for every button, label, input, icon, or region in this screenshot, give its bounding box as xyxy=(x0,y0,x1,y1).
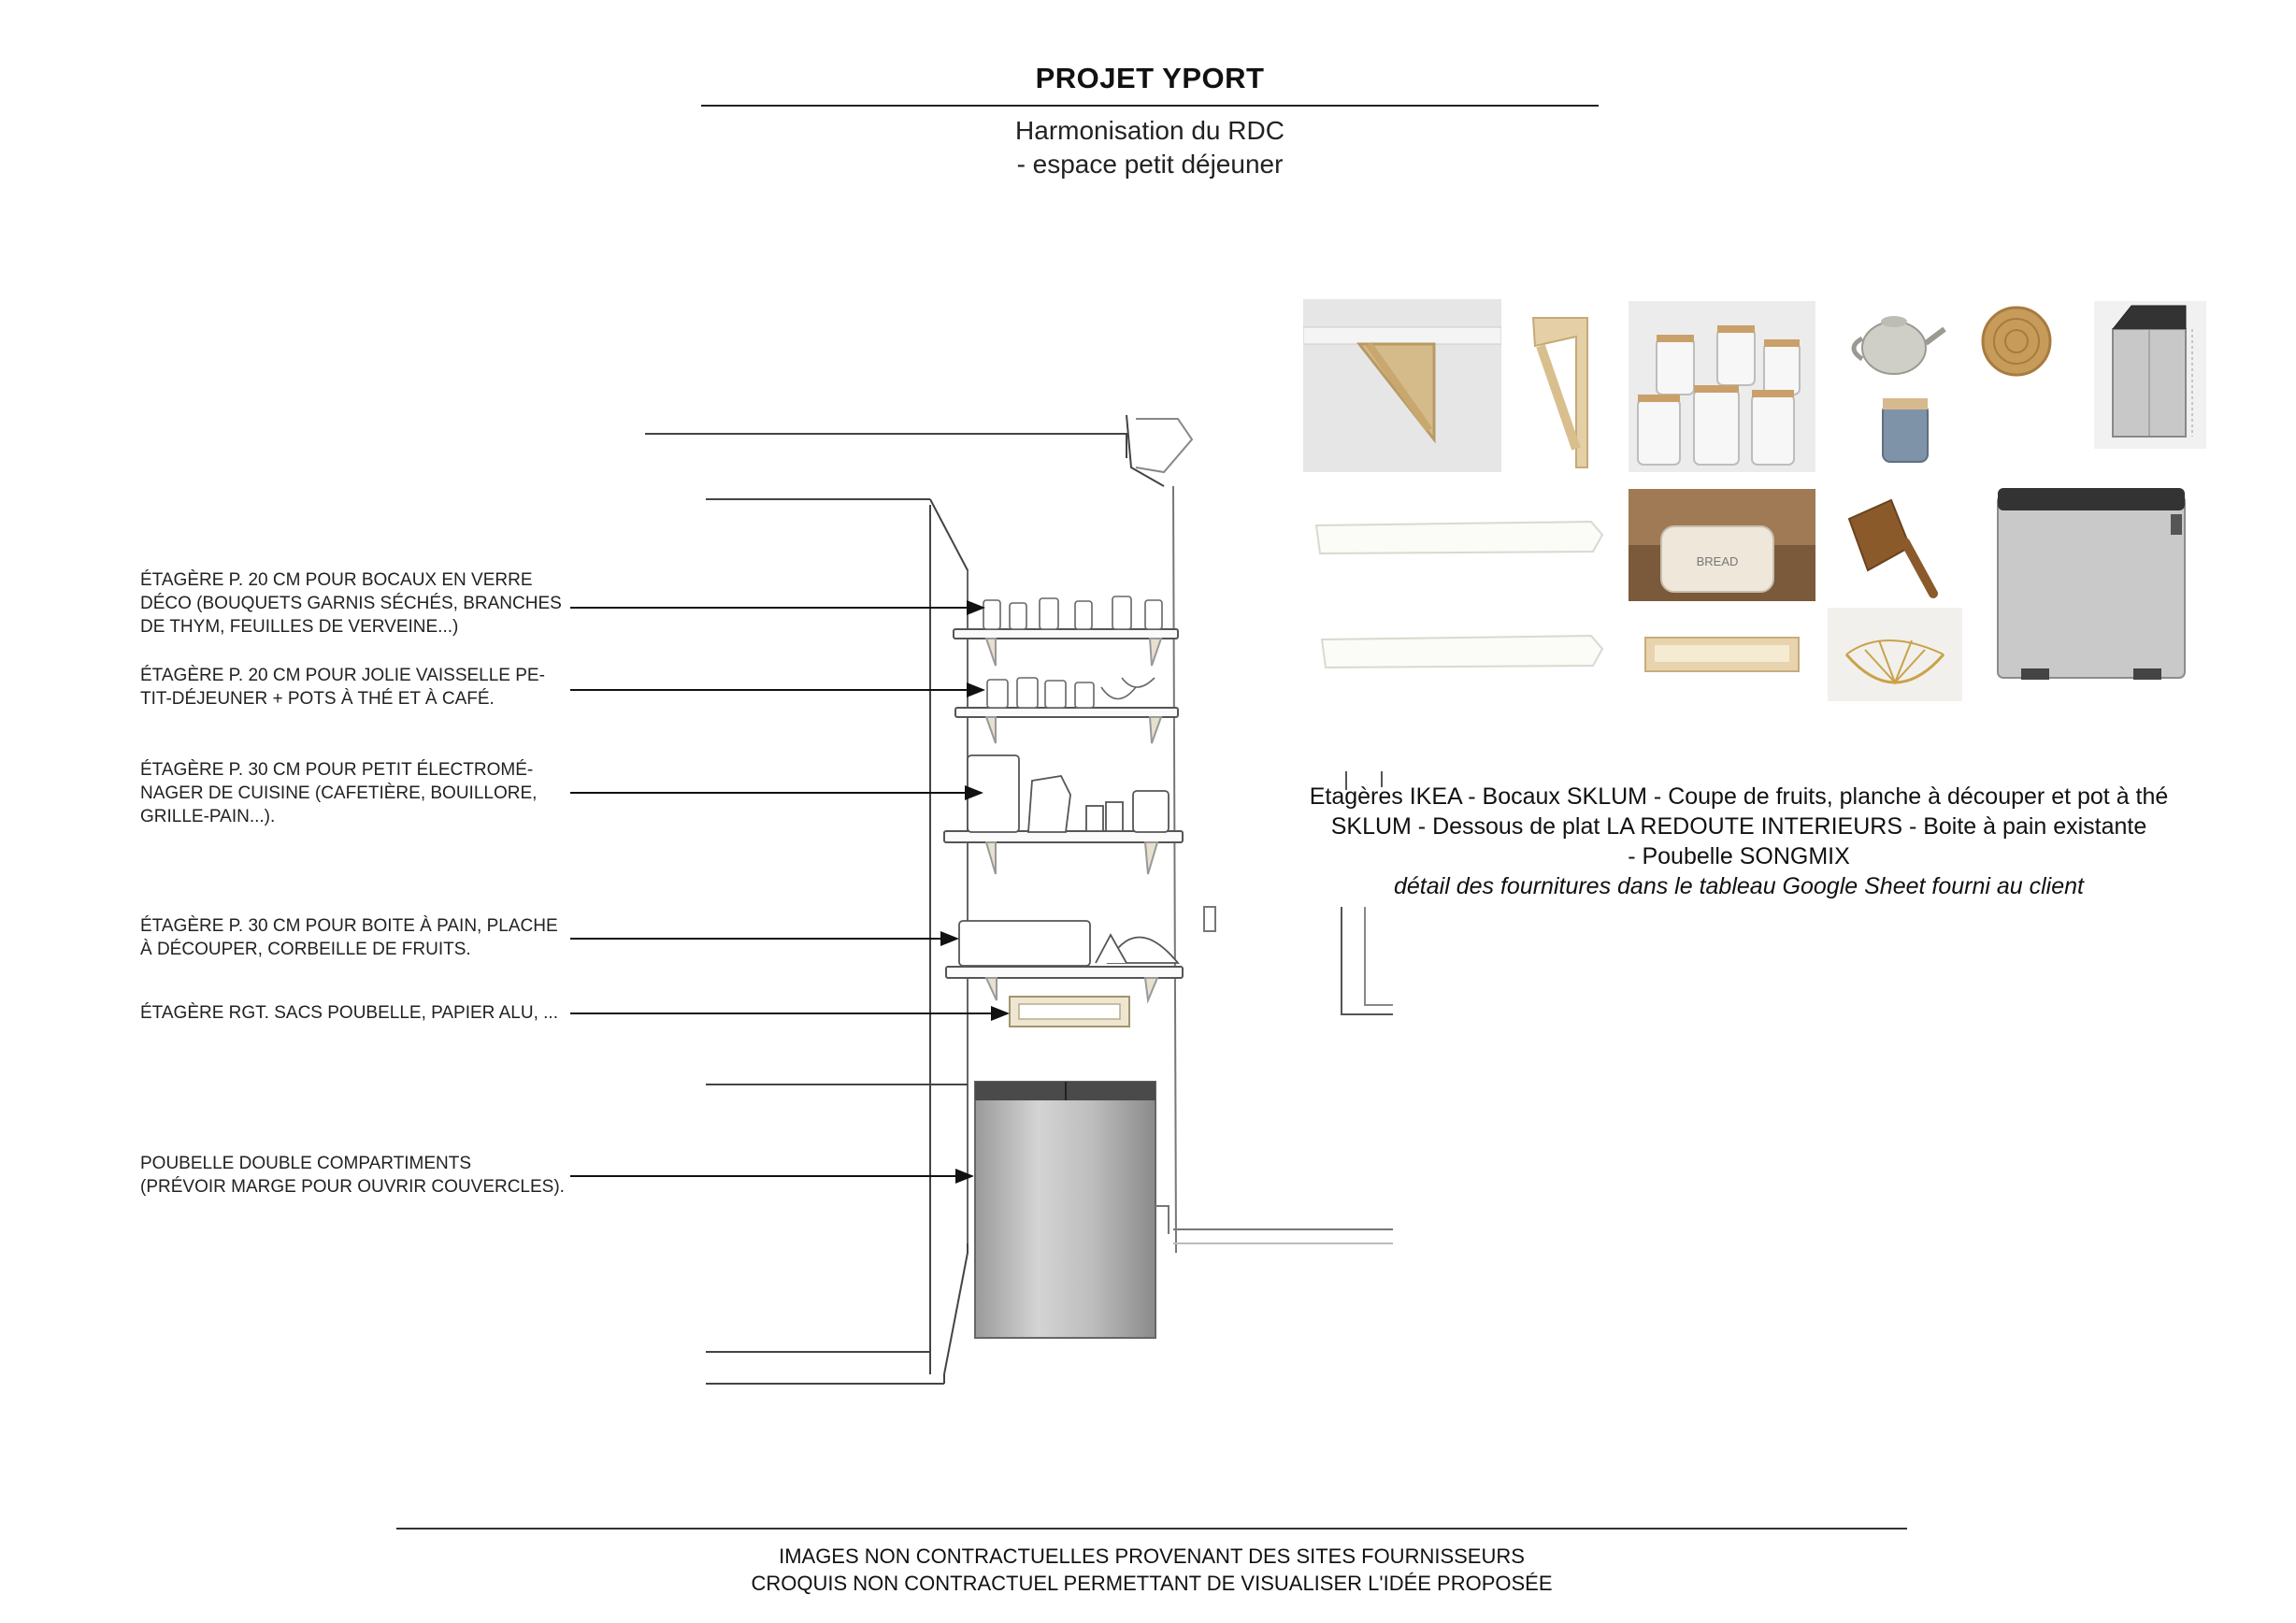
toaster-sketch xyxy=(1133,791,1169,832)
bin-dimensions-photo xyxy=(2094,301,2206,449)
tea-pot-small-photo xyxy=(1872,391,1939,467)
caption-line-3: - Poubelle SONGMIX xyxy=(1628,843,1850,869)
teapot-photo xyxy=(1838,301,1952,381)
annotation-line: DE THYM, FEUILLES DE VERVEINE...) xyxy=(140,617,459,637)
shelf-1 xyxy=(954,629,1178,639)
annotation-line: (PRÉVOIR MARGE POUR OUVRIR COUVERCLES). xyxy=(140,1177,565,1197)
fruit-bowl-photo xyxy=(1828,608,1962,701)
project-title: PROJET YPORT xyxy=(1035,62,1265,94)
subtitle-line-2: - espace petit déjeuner xyxy=(1016,150,1284,179)
bread-box-photo xyxy=(1629,489,1815,601)
cutting-board-photo xyxy=(1840,491,1944,601)
shelf-2 xyxy=(955,708,1178,717)
breadbox-sketch xyxy=(959,921,1090,966)
wood-bracket-photo xyxy=(1522,309,1599,472)
caption-line-4: détail des fournitures dans le tableau Google Sheet fourni au client xyxy=(1394,873,2084,899)
bread-box-lettering: BREAD xyxy=(1696,554,1739,568)
annotation-line: ÉTAGÈRE RGT. SACS POUBELLE, PAPIER ALU, ... xyxy=(140,1003,558,1023)
footer-line-1: IMAGES NON CONTRACTUELLES PROVENANT DES SITES FOURNISSEURS xyxy=(779,1544,1525,1568)
annotation-line: DÉCO (BOUQUETS GARNIS SÉCHÉS, BRANCHES xyxy=(140,594,562,613)
caption-line-1: Etagères IKEA - Bocaux SKLUM - Coupe de fruits, planche à découper et pot à thé xyxy=(1309,783,2169,810)
shelf-bracket-photo xyxy=(1303,299,1501,472)
spice-rack-photo xyxy=(1638,625,1806,679)
footer-line-2: CROQUIS NON CONTRACTUEL PERMETTANT DE VISUALISER L'IDÉE PROPOSÉE xyxy=(751,1572,1553,1595)
glass-jars-photo xyxy=(1629,301,1815,472)
annotation-line: GRILLE-PAIN...). xyxy=(140,807,276,826)
footer-disclaimer xyxy=(396,1543,1907,1597)
annotation-line: POUBELLE DOUBLE COMPARTIMENTS xyxy=(140,1154,472,1173)
subtitle-line-1: Harmonisation du RDC xyxy=(1015,116,1284,145)
double-bin-photo xyxy=(1984,477,2203,687)
white-shelf-photo xyxy=(1313,514,1604,563)
caption-line-2: SKLUM - Dessous de plat LA REDOUTE INTERIEURS - Boite à pain existante xyxy=(1330,813,2147,840)
annotation-line: ÉTAGÈRE P. 30 CM POUR PETIT ÉLECTROMÉ- xyxy=(140,760,534,780)
footer-divider xyxy=(396,1528,1907,1530)
kettle-sketch xyxy=(1028,776,1070,832)
ceiling-line xyxy=(645,434,1126,458)
white-shelf-2-photo xyxy=(1318,626,1604,678)
annotation-line: À DÉCOUPER, CORBEILLE DE FRUITS. xyxy=(140,940,471,959)
double-bin-sketch xyxy=(975,1082,1155,1338)
annotation-line: ÉTAGÈRE P. 30 CM POUR BOITE À PAIN, PLACHE xyxy=(140,916,558,936)
annotation-line: TIT-DÉJEUNER + POTS À THÉ ET À CAFÉ. xyxy=(140,689,495,709)
annotation-line: NAGER DE CUISINE (CAFETIÈRE, BOUILLORE, xyxy=(140,783,538,803)
annotation-line: ÉTAGÈRE P. 20 CM POUR BOCAUX EN VERRE xyxy=(140,570,533,590)
annotation-line: ÉTAGÈRE P. 20 CM POUR JOLIE VAISSELLE PE- xyxy=(140,666,545,685)
supplies-caption xyxy=(1271,782,2206,901)
trivet-photo xyxy=(1974,299,2059,383)
shelf-4 xyxy=(946,967,1183,978)
